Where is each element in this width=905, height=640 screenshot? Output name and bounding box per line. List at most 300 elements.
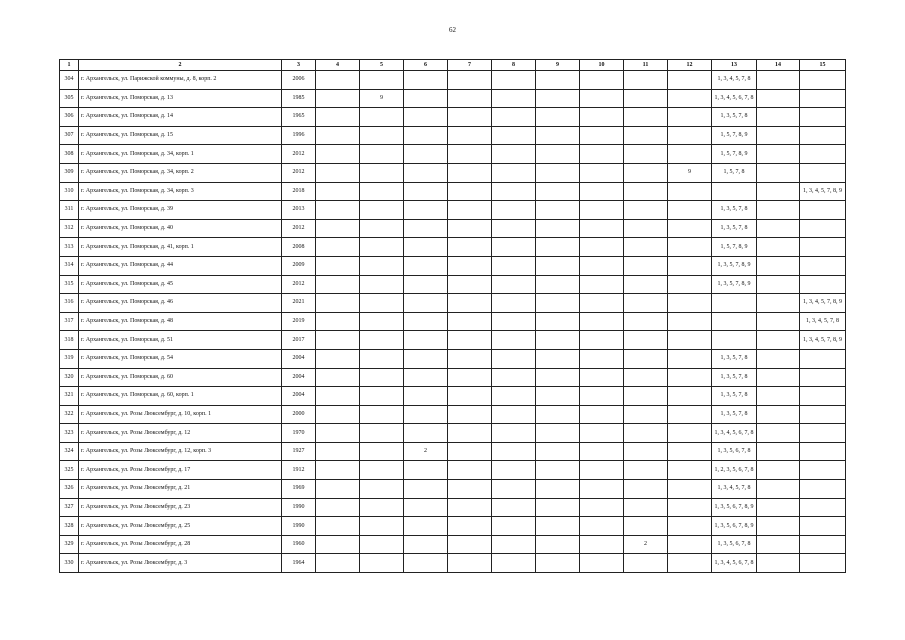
table-row (60, 535, 846, 554)
col5-cell (360, 312, 404, 331)
row-number: 321 (60, 387, 79, 406)
col12-cell (668, 461, 712, 480)
col4-cell (316, 126, 360, 145)
col10-cell (580, 256, 624, 275)
col11-cell (624, 331, 668, 350)
col14-cell (757, 405, 800, 424)
col14-cell (757, 89, 800, 108)
col12-cell (668, 331, 712, 350)
address-cell: г. Архангельск, ул. Поморская, д. 60, корп. 1 (79, 387, 282, 406)
col4-cell (316, 480, 360, 499)
col7-cell (448, 535, 492, 554)
col6-cell (404, 275, 448, 294)
col5-cell (360, 331, 404, 350)
table-row (60, 89, 846, 108)
address-cell: г. Архангельск, ул. Поморская, д. 54 (79, 349, 282, 368)
col10-cell (580, 480, 624, 499)
year-cell: 2006 (282, 71, 316, 90)
col9-cell (536, 201, 580, 220)
address-cell: г. Архангельск, ул. Поморская, д. 39 (79, 201, 282, 220)
col13-cell: 1, 5, 7, 8, 9 (712, 126, 757, 145)
col14-cell (757, 517, 800, 536)
col4-cell (316, 71, 360, 90)
col4-cell (316, 201, 360, 220)
col4-cell (316, 517, 360, 536)
table-row (60, 219, 846, 238)
col6-cell (404, 517, 448, 536)
col7-cell (448, 89, 492, 108)
address-cell: г. Архангельск, ул. Розы Люксембург, д. 28 (79, 535, 282, 554)
col6-cell (404, 145, 448, 164)
row-number: 317 (60, 312, 79, 331)
col14-cell (757, 275, 800, 294)
address-cell: г. Архангельск, ул. Розы Люксембург, д. 23 (79, 498, 282, 517)
col11-cell (624, 480, 668, 499)
col5-cell (360, 145, 404, 164)
col8-cell (492, 182, 536, 201)
col5-cell (360, 368, 404, 387)
col9-cell (536, 256, 580, 275)
year-cell: 2004 (282, 349, 316, 368)
col5-cell (360, 201, 404, 220)
row-number: 319 (60, 349, 79, 368)
col7-cell (448, 424, 492, 443)
col6-cell (404, 461, 448, 480)
col13-cell: 1, 5, 7, 8, 9 (712, 145, 757, 164)
col7-cell (448, 238, 492, 257)
col13-cell (712, 312, 757, 331)
col8-cell (492, 442, 536, 461)
address-cell: г. Архангельск, ул. Поморская, д. 45 (79, 275, 282, 294)
col12-cell (668, 201, 712, 220)
address-cell: г. Архангельск, ул. Поморская, д. 46 (79, 294, 282, 313)
column-header: 14 (757, 60, 800, 71)
column-header: 15 (800, 60, 846, 71)
col14-cell (757, 126, 800, 145)
col7-cell (448, 275, 492, 294)
column-header: 6 (404, 60, 448, 71)
col11-cell (624, 294, 668, 313)
col15-cell: 1, 3, 4, 5, 7, 8, 9 (800, 294, 846, 313)
col9-cell (536, 89, 580, 108)
col12-cell (668, 108, 712, 127)
col11-cell (624, 238, 668, 257)
col4-cell (316, 368, 360, 387)
col12-cell (668, 387, 712, 406)
col15-cell: 1, 3, 4, 5, 7, 8, 9 (800, 331, 846, 350)
row-number: 305 (60, 89, 79, 108)
col5-cell (360, 108, 404, 127)
col12-cell (668, 219, 712, 238)
col4-cell (316, 275, 360, 294)
col14-cell (757, 145, 800, 164)
col14-cell (757, 294, 800, 313)
col12-cell (668, 498, 712, 517)
col13-cell: 1, 3, 5, 7, 8, 9 (712, 256, 757, 275)
address-cell: г. Архангельск, ул. Розы Люксембург, д. 12 (79, 424, 282, 443)
col10-cell (580, 108, 624, 127)
table-row (60, 71, 846, 90)
table-row (60, 145, 846, 164)
row-number: 322 (60, 405, 79, 424)
col5-cell (360, 424, 404, 443)
col13-cell: 1, 3, 5, 6, 7, 8, 9 (712, 498, 757, 517)
col6-cell (404, 387, 448, 406)
year-cell: 1969 (282, 480, 316, 499)
col12-cell (668, 145, 712, 164)
col14-cell (757, 201, 800, 220)
col8-cell (492, 89, 536, 108)
col8-cell (492, 145, 536, 164)
row-number: 308 (60, 145, 79, 164)
col6-cell (404, 108, 448, 127)
col12-cell (668, 312, 712, 331)
column-header: 12 (668, 60, 712, 71)
col7-cell (448, 442, 492, 461)
col13-cell: 1, 3, 5, 7, 8 (712, 387, 757, 406)
col8-cell (492, 201, 536, 220)
col5-cell (360, 535, 404, 554)
col7-cell (448, 219, 492, 238)
col6-cell (404, 126, 448, 145)
col13-cell: 1, 3, 5, 7, 8, 9 (712, 275, 757, 294)
col7-cell (448, 71, 492, 90)
col4-cell (316, 461, 360, 480)
table-row (60, 442, 846, 461)
col10-cell (580, 201, 624, 220)
col15-cell (800, 387, 846, 406)
col12-cell (668, 517, 712, 536)
year-cell: 1965 (282, 108, 316, 127)
year-cell: 1990 (282, 517, 316, 536)
col9-cell (536, 294, 580, 313)
col11-cell (624, 517, 668, 536)
col4-cell (316, 89, 360, 108)
col13-cell (712, 294, 757, 313)
col13-cell: 1, 5, 7, 8, 9 (712, 238, 757, 257)
address-cell: г. Архангельск, ул. Розы Люксембург, д. 12, корп. 3 (79, 442, 282, 461)
col5-cell (360, 517, 404, 536)
col12-cell (668, 480, 712, 499)
col7-cell (448, 256, 492, 275)
col10-cell (580, 126, 624, 145)
col12-cell (668, 126, 712, 145)
col14-cell (757, 219, 800, 238)
col14-cell (757, 182, 800, 201)
col4-cell (316, 312, 360, 331)
table-row (60, 201, 846, 220)
col8-cell (492, 424, 536, 443)
table-row (60, 461, 846, 480)
col5-cell (360, 256, 404, 275)
col7-cell (448, 517, 492, 536)
col12-cell (668, 424, 712, 443)
col5-cell (360, 387, 404, 406)
col15-cell (800, 71, 846, 90)
col15-cell (800, 126, 846, 145)
col15-cell (800, 145, 846, 164)
col4-cell (316, 182, 360, 201)
col15-cell (800, 424, 846, 443)
col10-cell (580, 182, 624, 201)
col8-cell (492, 554, 536, 573)
col4-cell (316, 219, 360, 238)
table-row (60, 163, 846, 182)
row-number: 315 (60, 275, 79, 294)
address-cell: г. Архангельск, ул. Поморская, д. 44 (79, 256, 282, 275)
col10-cell (580, 498, 624, 517)
col7-cell (448, 498, 492, 517)
col4-cell (316, 145, 360, 164)
col5-cell (360, 461, 404, 480)
col11-cell (624, 126, 668, 145)
col15-cell (800, 498, 846, 517)
col14-cell (757, 331, 800, 350)
col8-cell (492, 349, 536, 368)
col4-cell (316, 256, 360, 275)
col7-cell (448, 182, 492, 201)
column-header: 9 (536, 60, 580, 71)
col14-cell (757, 387, 800, 406)
col14-cell (757, 238, 800, 257)
col5-cell (360, 498, 404, 517)
row-number: 313 (60, 238, 79, 257)
col11-cell (624, 163, 668, 182)
col15-cell (800, 89, 846, 108)
col12-cell (668, 89, 712, 108)
col10-cell (580, 461, 624, 480)
col4-cell (316, 535, 360, 554)
year-cell: 2012 (282, 163, 316, 182)
col8-cell (492, 71, 536, 90)
col9-cell (536, 331, 580, 350)
col15-cell (800, 461, 846, 480)
col13-cell (712, 331, 757, 350)
column-header: 7 (448, 60, 492, 71)
col8-cell (492, 108, 536, 127)
col7-cell (448, 331, 492, 350)
col14-cell (757, 535, 800, 554)
row-number: 323 (60, 424, 79, 443)
col13-cell: 1, 2, 3, 5, 6, 7, 8 (712, 461, 757, 480)
address-cell: г. Архангельск, ул. Поморская, д. 34, корп. 2 (79, 163, 282, 182)
address-cell: г. Архангельск, ул. Розы Люксембург, д. 3 (79, 554, 282, 573)
col10-cell (580, 387, 624, 406)
col13-cell (712, 182, 757, 201)
col7-cell (448, 461, 492, 480)
row-number: 326 (60, 480, 79, 499)
year-cell: 2021 (282, 294, 316, 313)
col7-cell (448, 312, 492, 331)
col5-cell: 9 (360, 89, 404, 108)
col13-cell: 1, 3, 5, 7, 8 (712, 349, 757, 368)
col7-cell (448, 480, 492, 499)
col5-cell (360, 182, 404, 201)
col10-cell (580, 312, 624, 331)
col9-cell (536, 238, 580, 257)
col14-cell (757, 256, 800, 275)
column-header: 1 (60, 60, 79, 71)
col4-cell (316, 424, 360, 443)
col12-cell (668, 71, 712, 90)
col10-cell (580, 535, 624, 554)
row-number: 327 (60, 498, 79, 517)
table-row (60, 275, 846, 294)
table-row (60, 126, 846, 145)
col9-cell (536, 108, 580, 127)
col14-cell (757, 368, 800, 387)
col6-cell (404, 331, 448, 350)
col4-cell (316, 498, 360, 517)
table-row (60, 387, 846, 406)
col8-cell (492, 480, 536, 499)
address-cell: г. Архангельск, ул. Парижской коммуны, д. 8, корп. 2 (79, 71, 282, 90)
column-header: 10 (580, 60, 624, 71)
col7-cell (448, 108, 492, 127)
col9-cell (536, 387, 580, 406)
col15-cell (800, 275, 846, 294)
col9-cell (536, 182, 580, 201)
address-cell: г. Архангельск, ул. Поморская, д. 41, корп. 1 (79, 238, 282, 257)
col15-cell (800, 368, 846, 387)
col6-cell (404, 312, 448, 331)
col12-cell: 9 (668, 163, 712, 182)
col14-cell (757, 424, 800, 443)
col8-cell (492, 331, 536, 350)
row-number: 329 (60, 535, 79, 554)
col14-cell (757, 108, 800, 127)
row-number: 328 (60, 517, 79, 536)
col6-cell (404, 182, 448, 201)
col5-cell (360, 238, 404, 257)
col9-cell (536, 126, 580, 145)
col6-cell (404, 89, 448, 108)
col10-cell (580, 89, 624, 108)
col9-cell (536, 275, 580, 294)
col11-cell (624, 349, 668, 368)
col5-cell (360, 126, 404, 145)
col10-cell (580, 517, 624, 536)
row-number: 311 (60, 201, 79, 220)
year-cell: 2004 (282, 387, 316, 406)
col9-cell (536, 554, 580, 573)
col7-cell (448, 368, 492, 387)
col8-cell (492, 387, 536, 406)
col8-cell (492, 256, 536, 275)
col6-cell (404, 163, 448, 182)
col15-cell: 1, 3, 4, 5, 7, 8 (800, 312, 846, 331)
col6-cell (404, 71, 448, 90)
col5-cell (360, 163, 404, 182)
table-row (60, 554, 846, 573)
year-cell: 2012 (282, 219, 316, 238)
col14-cell (757, 554, 800, 573)
year-cell: 2018 (282, 182, 316, 201)
table-row (60, 368, 846, 387)
column-header: 5 (360, 60, 404, 71)
address-cell: г. Архангельск, ул. Поморская, д. 14 (79, 108, 282, 127)
table-row (60, 498, 846, 517)
year-cell: 1964 (282, 554, 316, 573)
col13-cell: 1, 3, 5, 7, 8 (712, 405, 757, 424)
col14-cell (757, 442, 800, 461)
col8-cell (492, 461, 536, 480)
col6-cell (404, 480, 448, 499)
column-header: 11 (624, 60, 668, 71)
address-cell: г. Архангельск, ул. Розы Люксембург, д. 25 (79, 517, 282, 536)
col6-cell (404, 424, 448, 443)
year-cell: 2013 (282, 201, 316, 220)
table-row (60, 331, 846, 350)
row-number: 306 (60, 108, 79, 127)
buildings-table (59, 59, 846, 573)
col9-cell (536, 535, 580, 554)
col8-cell (492, 405, 536, 424)
address-cell: г. Архангельск, ул. Поморская, д. 60 (79, 368, 282, 387)
address-cell: г. Архангельск, ул. Поморская, д. 34, корп. 1 (79, 145, 282, 164)
col7-cell (448, 349, 492, 368)
row-number: 316 (60, 294, 79, 313)
table-row (60, 424, 846, 443)
col5-cell (360, 275, 404, 294)
table-row (60, 312, 846, 331)
col11-cell (624, 201, 668, 220)
col5-cell (360, 405, 404, 424)
address-cell: г. Архангельск, ул. Розы Люксембург, д. 21 (79, 480, 282, 499)
col14-cell (757, 71, 800, 90)
col9-cell (536, 349, 580, 368)
row-number: 304 (60, 71, 79, 90)
address-cell: г. Архангельск, ул. Поморская, д. 13 (79, 89, 282, 108)
col10-cell (580, 368, 624, 387)
col5-cell (360, 219, 404, 238)
col15-cell (800, 219, 846, 238)
col9-cell (536, 163, 580, 182)
col11-cell (624, 275, 668, 294)
year-cell: 1985 (282, 89, 316, 108)
col15-cell (800, 480, 846, 499)
col9-cell (536, 461, 580, 480)
col13-cell: 1, 3, 5, 7, 8 (712, 201, 757, 220)
col6-cell (404, 219, 448, 238)
table-row (60, 480, 846, 499)
year-cell: 2004 (282, 368, 316, 387)
col12-cell (668, 294, 712, 313)
col5-cell (360, 294, 404, 313)
col5-cell (360, 480, 404, 499)
col13-cell: 1, 3, 4, 5, 6, 7, 8 (712, 554, 757, 573)
col13-cell: 1, 3, 4, 5, 7, 8 (712, 480, 757, 499)
year-cell: 2008 (282, 238, 316, 257)
col13-cell: 1, 5, 7, 8 (712, 163, 757, 182)
col4-cell (316, 442, 360, 461)
col14-cell (757, 480, 800, 499)
col11-cell (624, 461, 668, 480)
col15-cell: 1, 3, 4, 5, 7, 8, 9 (800, 182, 846, 201)
col13-cell: 1, 3, 4, 5, 6, 7, 8 (712, 89, 757, 108)
col7-cell (448, 554, 492, 573)
row-number: 314 (60, 256, 79, 275)
year-cell: 2012 (282, 145, 316, 164)
col9-cell (536, 312, 580, 331)
col8-cell (492, 126, 536, 145)
col11-cell (624, 554, 668, 573)
col8-cell (492, 294, 536, 313)
row-number: 307 (60, 126, 79, 145)
col11-cell (624, 312, 668, 331)
col9-cell (536, 442, 580, 461)
col15-cell (800, 256, 846, 275)
